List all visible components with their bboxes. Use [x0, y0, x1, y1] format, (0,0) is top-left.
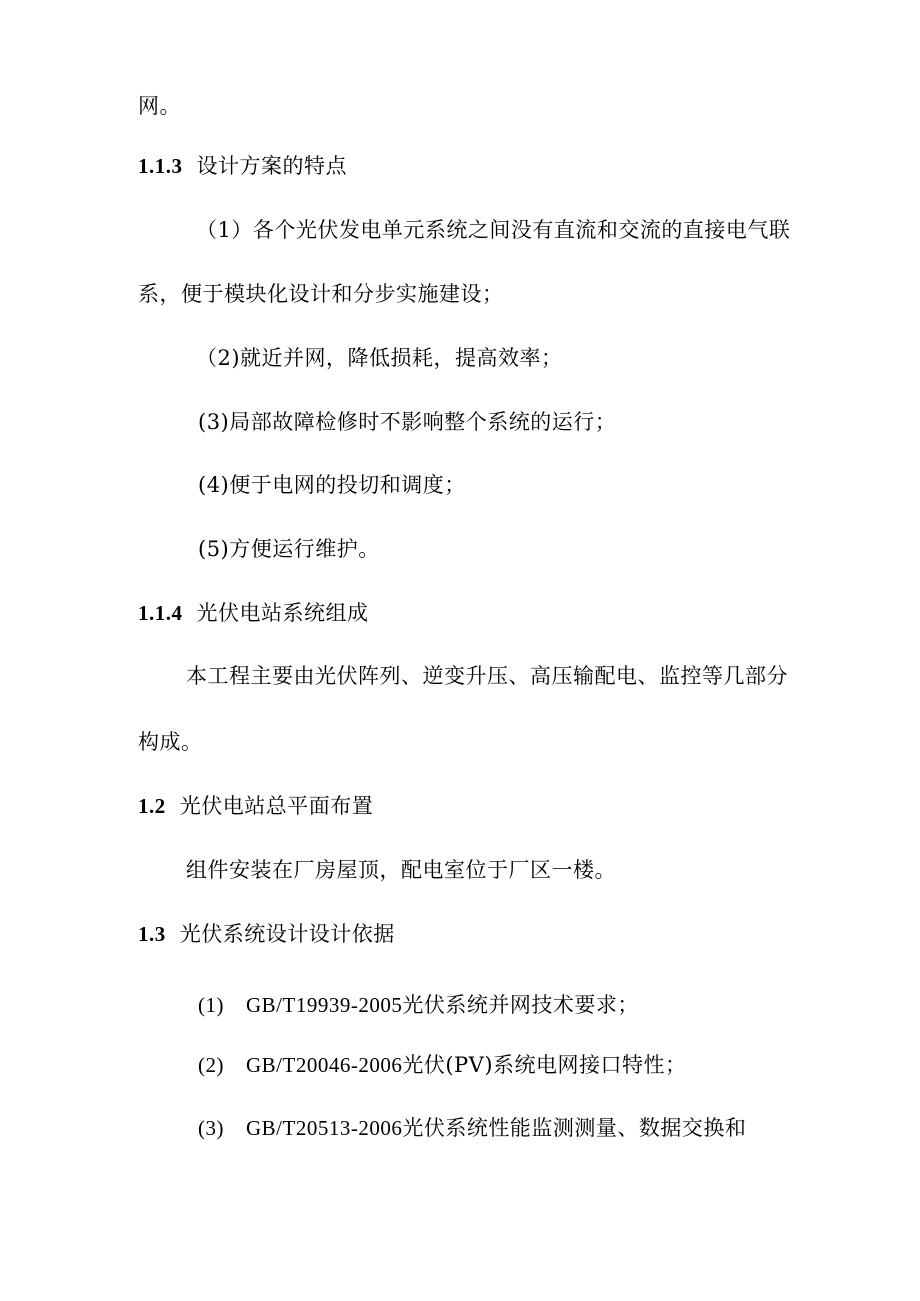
section-heading-1-2: [138, 792, 373, 820]
section-number: 1.1.3: [138, 154, 183, 178]
list-item: （2)就近并网，降低损耗，提高效率；: [196, 346, 563, 370]
reference-item: [198, 1114, 746, 1142]
paragraph-continuation: 网。: [138, 94, 181, 118]
reference-text: 光伏(PV)系统电网接口特性；: [402, 1053, 687, 1077]
section-title: 光伏系统设计设计依据: [179, 922, 395, 946]
paragraph-line: 构成。: [138, 730, 203, 754]
section-heading-1-1-4: [138, 599, 369, 627]
list-item: (3)局部故障检修时不影响整个系统的运行；: [198, 410, 617, 434]
paragraph-line: 本工程主要由光伏阵列、逆变升压、高压输配电、监控等几部分: [186, 664, 788, 688]
section-number: 1.3: [138, 922, 166, 946]
list-item: (4)便于电网的投切和调度；: [198, 473, 466, 497]
paragraph-line: 系，便于模块化设计和分步实施建设；: [138, 282, 504, 306]
reference-text: 光伏系统并网技术要求；: [402, 993, 639, 1017]
reference-text: 光伏系统性能监测测量、数据交换和: [402, 1116, 747, 1140]
section-heading-1-1-3: [138, 152, 347, 180]
reference-code: GB/T19939-2005: [246, 993, 403, 1017]
reference-item: [198, 1051, 687, 1079]
reference-number: (1): [198, 993, 224, 1017]
section-number: 1.2: [138, 794, 166, 818]
section-title: 光伏电站总平面布置: [179, 794, 374, 818]
section-number: 1.1.4: [138, 601, 183, 625]
reference-number: (2): [198, 1053, 224, 1077]
section-title: 设计方案的特点: [196, 154, 347, 178]
paragraph-line: （1）各个光伏发电单元系统之间没有直流和交流的直接电气联: [196, 218, 791, 242]
reference-item: [198, 991, 639, 1019]
reference-code: GB/T20046-2006: [246, 1053, 403, 1077]
paragraph-line: 组件安装在厂房屋顶，配电室位于厂区一楼。: [186, 858, 616, 882]
reference-number: (3): [198, 1116, 224, 1140]
reference-code: GB/T20513-2006: [246, 1116, 403, 1140]
list-item: (5)方便运行维护。: [198, 537, 380, 561]
section-title: 光伏电站系统组成: [196, 601, 369, 625]
section-heading-1-3: [138, 920, 395, 948]
